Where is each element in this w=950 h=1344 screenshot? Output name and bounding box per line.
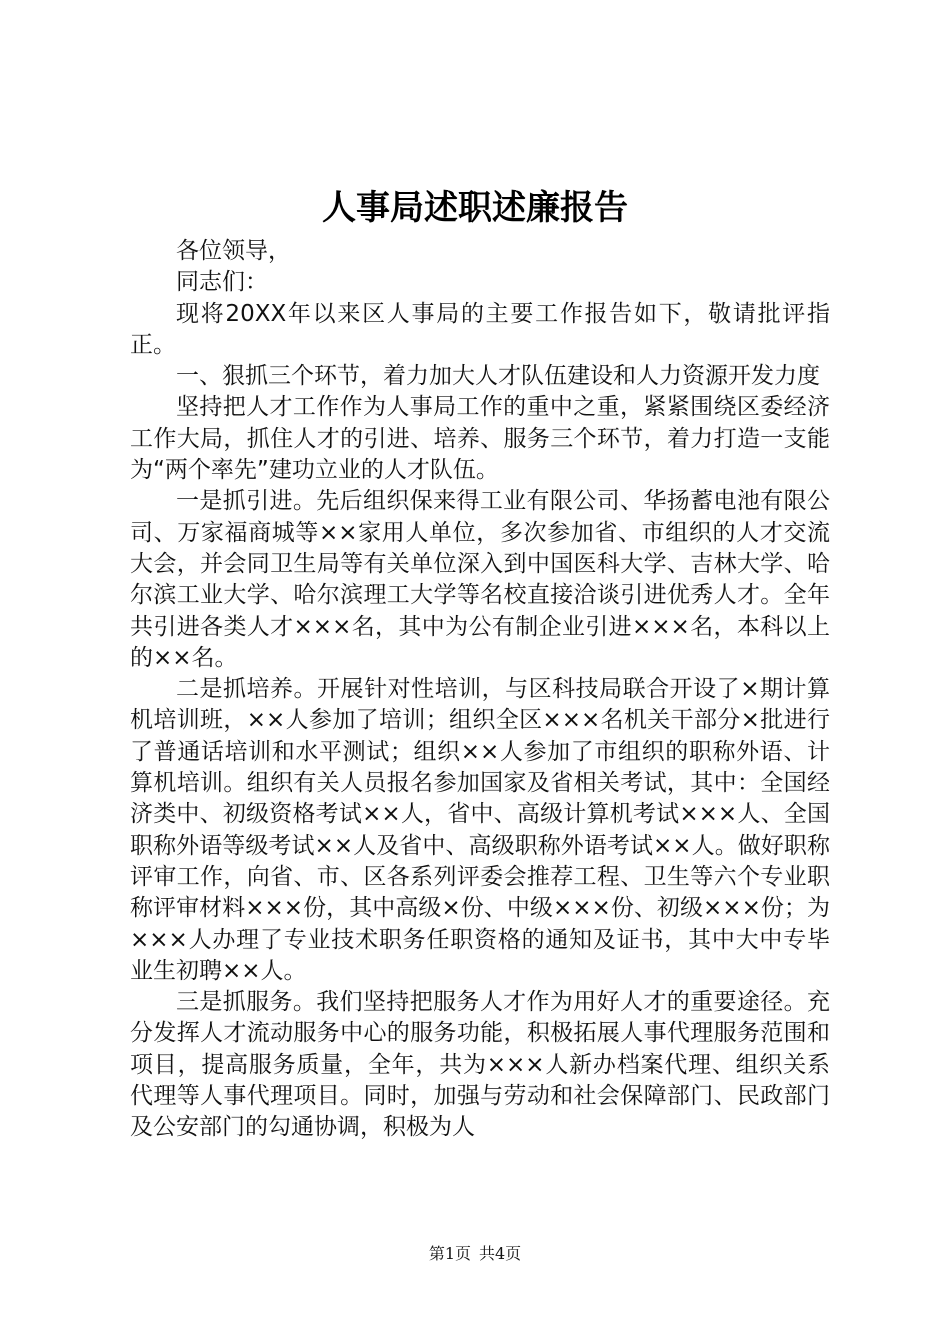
salutation-leaders: 各位领导， [176,238,291,264]
section-heading-1: 一、狠抓三个环节，着力加大人才队伍建设和人力资源开发力度 [176,363,820,390]
service-paragraph: 三是抓服务。我们坚持把服务人才作为用好人才的重要途径。充分发挥人才流动服务中心的服务功能，积极拓展人事代理服务范围和项目，提高服务质量，全年，共为×××人新办档案代理、组织关系代理等人事代理项目。同时，加强与劳动和社会保障部门、民政部门及公安部门的勾通协调，积极为人 [130,989,830,1141]
recruitment-paragraph: 一是抓引进。先后组织保来得工业有限公司、华扬蓄电池有限公司、万家福商城等××家用人单位，多次参加省、市组织的人才交流大会，并会同卫生局等有关单位深入到中国医科大学、吉林大学、哈尔滨工业大学、哈尔滨理工大学等名校直接洽谈引进优秀人才。全年共引进各类人才×××名，其中为公有制企业引进×××名，本科以上的××名。 [130,488,830,671]
page-total: 共4页 [479,1244,522,1263]
page-number: 第1页 [428,1244,471,1263]
intro-paragraph: 现将20XX年以来区人事局的主要工作报告如下，敬请批评指正。 [130,300,830,358]
page-footer [0,1244,950,1264]
document-body [130,236,830,1144]
section-1-paragraph: 坚持把人才工作作为人事局工作的重中之重，紧紧围绕区委经济工作大局，抓住人才的引进、培养、服务三个环节，着力打造一支能为“两个率先”建功立业的人才队伍。 [130,394,830,484]
training-paragraph: 二是抓培养。开展针对性培训，与区科技局联合开设了×期计算机培训班，××人参加了培训；组织全区×××名机关干部分×批进行了普通话培训和水平测试；组织××人参加了市组织的职称外语、计算机培训。组织有关人员报名参加国家及省相关考试，其中：全国经济类中、初级资格考试××人，省中、高级计算机考试×××人、全国职称外语等级考试××人及省中、高级职称外语考试××人。做好职称评审工作，向省、市、区各系列评委会推荐工程、卫生等六个专业职称评审材料×××份，其中高级×份、中级×××份、初级×××份；为×××人办理了专业技术职务任职资格的通知及证书，其中大中专毕业生初聘××人。 [130,676,830,984]
salutation-comrades: 同志们： [176,269,268,296]
document-title: 人事局述职述廉报告 [322,188,628,228]
